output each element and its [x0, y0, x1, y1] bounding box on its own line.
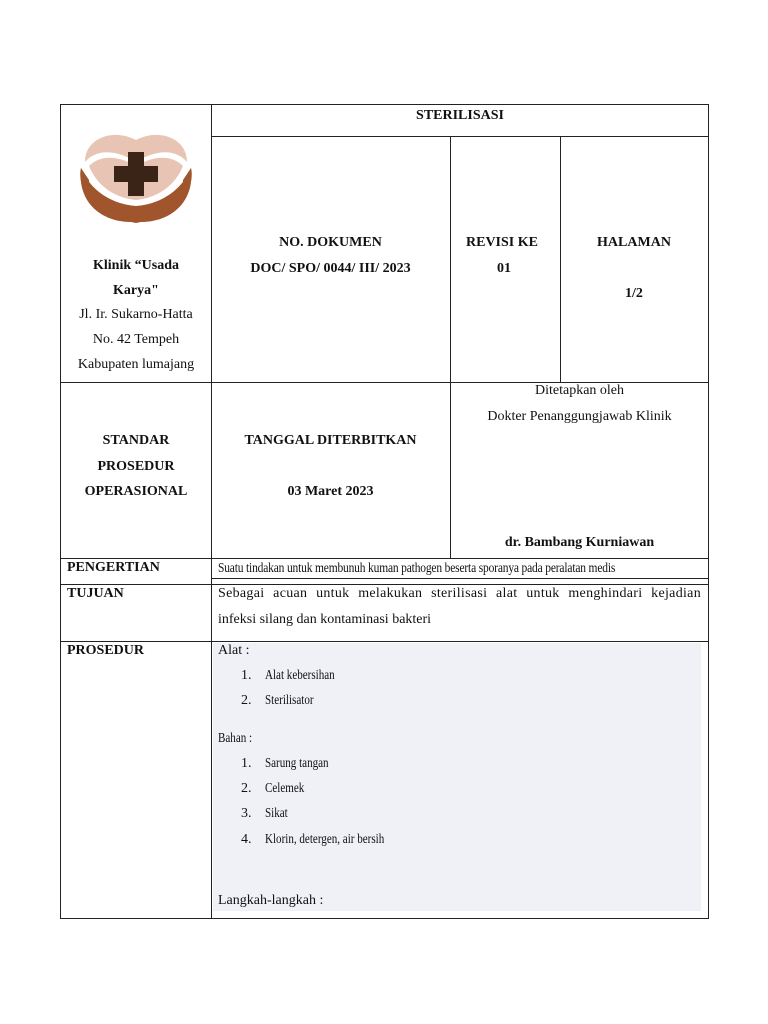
clinic-cross-logo-icon	[75, 126, 197, 226]
clinic-name-line2: Karya"	[113, 283, 159, 298]
halaman-value: 1/2	[625, 286, 643, 301]
prosedur-label: PROSEDUR	[67, 643, 145, 658]
list-item	[241, 668, 541, 686]
tanggal-diterbitkan-label: TANGGAL DITERBITKAN	[244, 433, 417, 448]
sop-row-line	[60, 558, 709, 559]
ditetapkan-oleh: Ditetapkan oleh	[534, 383, 625, 398]
table-border-left	[60, 104, 61, 919]
list-item-number: 1.	[241, 756, 252, 771]
tujuan-text-line1: Sebagai acuan untuk melakukan sterilisasi alat untuk menghindari kejadian	[218, 586, 701, 601]
signatory-name: dr. Bambang Kurniawan	[504, 535, 655, 550]
list-item-text: Klorin, detergen, air bersih	[265, 832, 385, 847]
list-item-number: 4.	[241, 832, 252, 847]
list-item	[241, 693, 541, 711]
bahan-heading: Bahan :	[218, 731, 253, 746]
table-col-divider	[211, 104, 212, 919]
list-item	[241, 832, 541, 850]
title-row-line	[211, 136, 709, 137]
clinic-name-line1: Klinik “Usada	[93, 258, 179, 273]
table-border-right	[708, 104, 709, 919]
list-item-number: 1.	[241, 668, 252, 683]
clinic-address-line1: Jl. Ir. Sukarno-Hatta	[79, 307, 193, 322]
sop-label-line2: PROSEDUR	[97, 459, 175, 474]
list-item	[241, 806, 541, 824]
list-item-text: Celemek	[265, 781, 305, 796]
doc-number-value: DOC/ SPO/ 0044/ III/ 2023	[250, 261, 411, 276]
pengertian-text: Suatu tindakan untuk membunuh kuman pathogen beserta sporanya pada peralatan medis	[218, 561, 616, 576]
langkah-heading: Langkah-langkah :	[218, 893, 324, 908]
tanggal-diterbitkan-value: 03 Maret 2023	[287, 484, 374, 499]
table-border-top	[60, 104, 709, 105]
list-item	[241, 756, 541, 774]
list-item-text: Sikat	[265, 806, 288, 821]
clinic-address-line3: Kabupaten lumajang	[77, 357, 195, 372]
clinic-address-line2: No. 42 Tempeh	[92, 332, 180, 347]
table-border-bottom	[60, 918, 709, 919]
halaman-label: HALAMAN	[597, 235, 671, 250]
tujuan-text-line2: infeksi silang dan kontaminasi bakteri	[218, 612, 432, 627]
header-col-divider-1	[450, 136, 451, 559]
list-item-text: Sterilisator	[265, 693, 314, 708]
document-title: STERILISASI	[416, 108, 504, 123]
pengertian-row-line	[60, 584, 709, 585]
revisi-label: REVISI KE	[466, 235, 538, 250]
sop-label-line3: OPERASIONAL	[84, 484, 188, 499]
list-item-text: Alat kebersihan	[265, 668, 335, 683]
list-item-number: 2.	[241, 693, 252, 708]
pengertian-label: PENGERTIAN	[67, 560, 160, 575]
doc-number-label: NO. DOKUMEN	[279, 235, 382, 250]
tujuan-label: TUJUAN	[67, 586, 124, 601]
pengertian-text-wrap	[218, 561, 708, 577]
dokter-penanggungjawab: Dokter Penanggungjawab Klinik	[487, 409, 672, 424]
list-item-number: 2.	[241, 781, 252, 796]
tujuan-row-line	[60, 641, 709, 642]
revisi-value: 01	[497, 261, 511, 276]
pengertian-text-underline	[211, 578, 709, 579]
header-col-divider-2	[560, 136, 561, 383]
list-item-text: Sarung tangan	[265, 756, 329, 771]
alat-heading: Alat :	[218, 643, 250, 658]
list-item-number: 3.	[241, 806, 252, 821]
sop-label-line1: STANDAR	[102, 433, 170, 448]
list-item	[241, 781, 541, 799]
